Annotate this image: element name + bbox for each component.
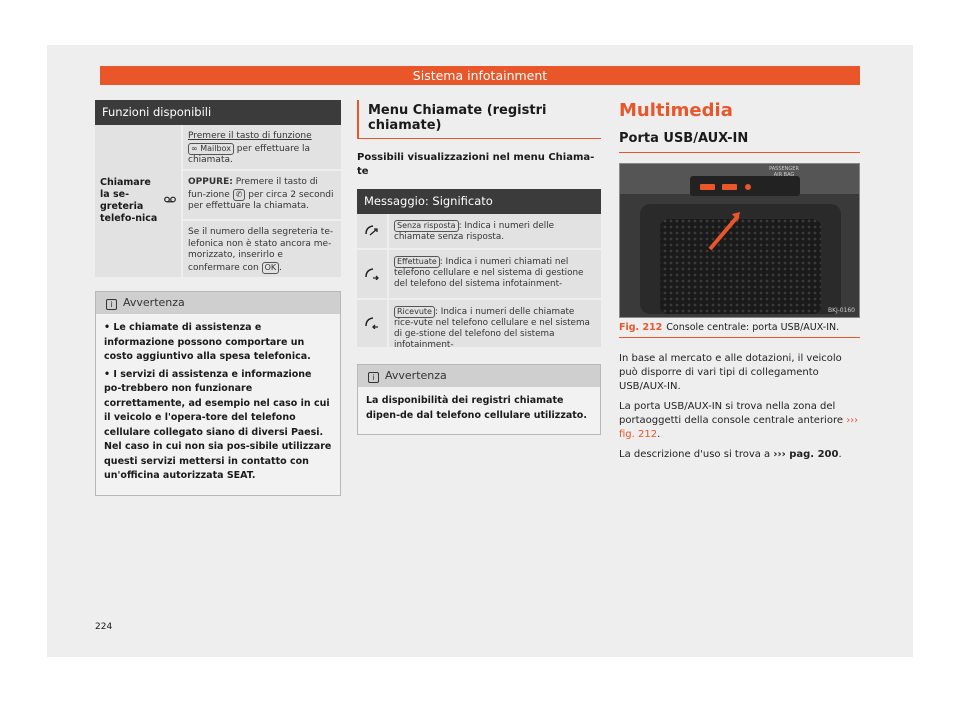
outgoing-calls-button[interactable]: Effettuate xyxy=(394,256,440,268)
paragraph-3: La descrizione d'uso si trova a ››› pag. 200. xyxy=(619,449,842,460)
voicemail-icon xyxy=(164,195,176,207)
warning-title: Avvertenza xyxy=(385,369,447,382)
console-illustration xyxy=(620,164,860,318)
intro-text: Possibili visualizzazioni nel menu Chiama-te xyxy=(357,152,595,177)
voicemail-icon: ∞ xyxy=(191,143,201,153)
missed-call-icon xyxy=(364,222,380,241)
incoming-call-icon xyxy=(364,314,380,333)
warning-box xyxy=(95,291,341,496)
table-row: Ricevute : Indica i numeri delle chiamate rice-vute nel telefono cellulare e nel sistema di ge-stione del telefono del sistema infotainment- xyxy=(357,300,601,349)
row-label-text: Chiamare la se-greteria telefo-nica xyxy=(100,177,158,224)
warning-text-1: • Le chiamate di assistenza e informazione possono comportare un costo aggiuntivo alla spesa telefonica. xyxy=(104,322,311,362)
figure-number: Fig. 212 xyxy=(619,322,663,333)
paragraph-2: La porta USB/AUX-IN si trova nella zona del portaoggetti della console centrale anteriore ››› fig. 212. xyxy=(619,401,859,440)
received-calls-button[interactable]: Ricevute xyxy=(394,306,435,318)
left-column xyxy=(95,100,341,496)
warning-title: Avvertenza xyxy=(123,296,185,309)
messages-table-title: Messaggio: Significato xyxy=(357,189,601,214)
figure-link[interactable]: ››› fig. 212 xyxy=(619,415,859,440)
row-label xyxy=(95,125,183,277)
page-header: Sistema infotainment xyxy=(100,66,860,85)
cell-oppure: OPPURE: Premere il tasto di fun-zione ✆ per circa 2 secondi per effettuare la chiamata. xyxy=(183,171,341,221)
cell-confirm: Se il numero della segreteria te-lefonica non è stato ancora me-morizzato, inserirlo e confermare con OK . xyxy=(183,221,341,277)
page-link[interactable]: ››› pag. 200 xyxy=(773,449,839,460)
table-row: Senza risposta : Indica i numeri delle chiamate senza risposta. xyxy=(357,214,601,250)
right-column xyxy=(619,100,860,468)
warning-box xyxy=(357,364,601,435)
info-icon: i xyxy=(368,372,379,383)
figure-code: BKJ-0160 xyxy=(827,307,855,314)
middle-column xyxy=(357,100,601,435)
subsection-heading: Porta USB/AUX-IN xyxy=(619,121,860,153)
usb-console-photo xyxy=(619,163,860,318)
functions-table-title: Funzioni disponibili xyxy=(95,100,341,125)
mailbox-button[interactable]: ∞ Mailbox xyxy=(188,143,234,155)
airbag-label: PASSENGER AIR BAG xyxy=(769,166,799,178)
warning-text-2: • I servizi di assistenza e informazione po-trebbero non funzionare correttamente, ad esempio nel caso in cui il veicolo e l'opera-tore del telefono cellulare collegato siano di diversi Paesi. Nel caso in cui non sia pos-sibile utilizzare questi servizi mettersi in contatto con un'officina autorizzata SEAT. xyxy=(104,368,332,481)
ok-button[interactable]: OK xyxy=(262,262,280,274)
info-icon: i xyxy=(106,299,117,310)
warning-text: La disponibilità dei registri chiamate dipen-de dal telefono cellulare utilizzato. xyxy=(366,395,587,421)
figure-caption-text: Console centrale: porta USB/AUX-IN. xyxy=(666,322,840,333)
paragraph-1: In base al mercato e alle dotazioni, il veicolo può disporre di vari tipi di collegamento USB/AUX-IN. xyxy=(619,353,842,392)
functions-table xyxy=(95,125,341,277)
phone-button-icon[interactable]: ✆ xyxy=(233,189,246,201)
section-title: Menu Chiamate (registri chiamate) xyxy=(357,100,601,139)
figure-caption xyxy=(619,318,860,338)
cell-mailbox: Premere il tasto di funzione ∞ Mailbox per effettuare la chiamata. xyxy=(183,125,341,171)
section-heading: Multimedia xyxy=(619,100,733,121)
table-row: Effettuate : Indica i numeri chiamati nel telefono cellulare e nel sistema di gestione del telefono del sistema infotainment- xyxy=(357,250,601,300)
outgoing-call-icon xyxy=(364,265,380,284)
page-number: 224 xyxy=(95,622,113,632)
missed-calls-button[interactable]: Senza risposta xyxy=(394,220,459,232)
